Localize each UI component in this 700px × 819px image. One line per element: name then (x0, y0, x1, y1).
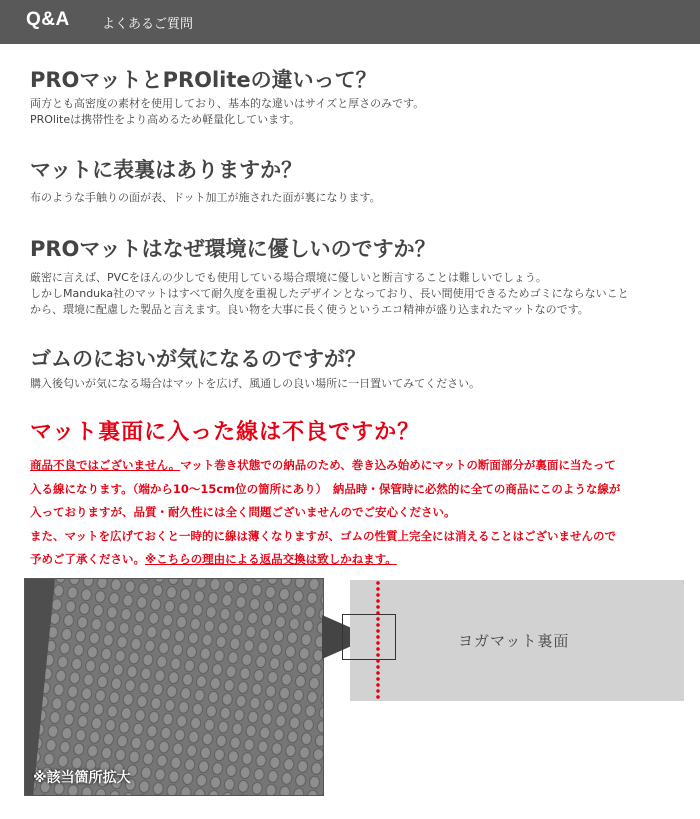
highlight-question: マット裏面に入った線は不良ですか？ (30, 420, 421, 445)
highlight-line1-underlined: 商品不良ではございません。 (30, 458, 181, 472)
mat-label: ヨガマット裏面 (458, 632, 570, 650)
faq-question-1: PROマットとPROliteの違いって？ (30, 68, 377, 92)
mat-diagram (350, 580, 684, 701)
photo-caption: ※該当箇所拡大 (33, 770, 131, 786)
faq-answer-2: 布のような手触りの面が表、ドット加工が施された面が裏になります。 (30, 191, 381, 204)
page-header (0, 0, 700, 44)
faq-question-4: ゴムのにおいが気になるのですが？ (30, 347, 366, 371)
faq-answer-3: 厳密に言えば、PVCをほんの少しでも使用している場合環境に優しいと断言することは難しいでしょう。 しかしManduka社のマットはすべて耐久度を重視したデザインとなっており、長い間使用できるためゴミにならないこと から、環境に配慮した製品と言えます。良い物を大事に長く使うというエコ精神が盛り込まれたマットなのです。 (30, 271, 629, 316)
mat-closeup-photo (24, 578, 324, 796)
zoom-box (342, 614, 396, 660)
line-mark (376, 580, 380, 701)
faq-question-3: PROマットはなぜ環境に優しいのですか？ (30, 237, 436, 261)
header-subtitle: よくあるご質問 (102, 17, 194, 32)
qa-logo: Q&A (26, 9, 70, 30)
dot-texture (25, 579, 324, 796)
faq-answer-1: 両方とも高密度の素材を使用しており、基本的な違いはサイズと厚さのみです。 PROliteは携帯性をより高めるため軽量化しています。 (30, 97, 425, 126)
faq-answer-4: 購入後匂いが気になる場合はマットを広げ、風通しの良い場所に一日置いてみてください。 (30, 377, 481, 390)
highlight-answer: 商品不良ではございません。マット巻き状態での納品のため、巻き込み始めにマットの断面部分が裏面に当たって 入る線になります。（端から10〜15cm位の箇所にあり） 納品時・保管時に必然的に全ての商品にこのような線が 入っておりますが、品質・耐久性には全く問題ございませんのでご安心ください。 また、マットを広げておくと一時的に線は薄くなりますが、ゴムの性質上完全には消えることはございませんので 予めご了承ください。※こちらの理由による返品交換は致しかねます。 (30, 458, 621, 566)
faq-question-2: マットに表裏はありますか？ (30, 158, 303, 182)
highlight-line5-underlined: ※こちらの理由による返品交換は致しかねます。 (145, 552, 397, 566)
